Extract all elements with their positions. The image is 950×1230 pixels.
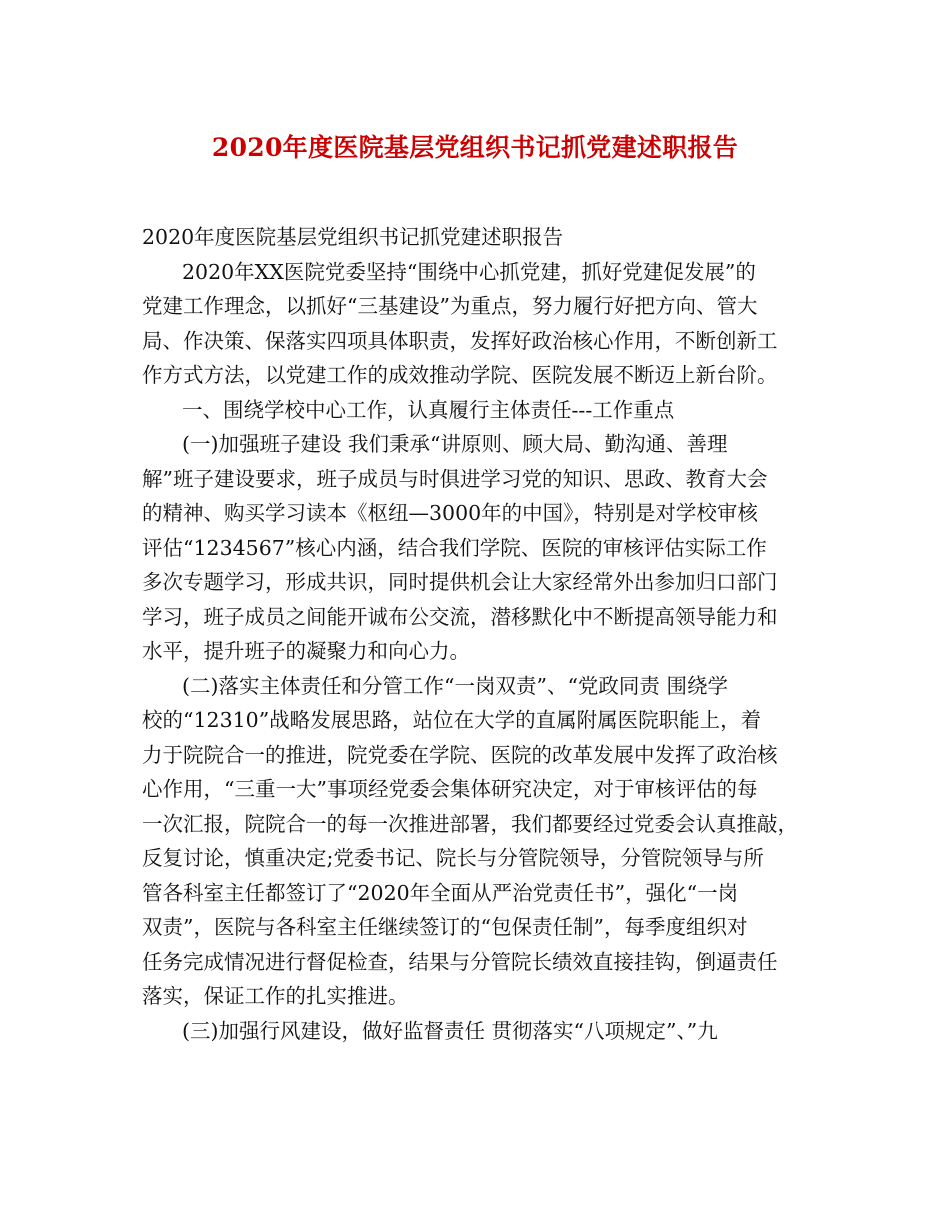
text-line: 水平，提升班子的凝聚力和向心力。 [142,639,470,663]
paragraph [142,669,822,1014]
text-line: 心作用，“三重一大”事项经党委会集体研究决定，对于审核评估的每 [142,777,758,801]
text-line: 双责”，医院与各科室主任继续签订的“包保责任制”，每季度组织对 [142,915,748,939]
text-line: 党建工作理念，以抓好“三基建设”为重点，努力履行好把方向、管大 [142,294,758,318]
document-title: 2020年度医院基层党组织书记抓党建述职报告 [211,133,739,162]
text-line: (二)落实主体责任和分管工作“一岗双责”、“党政同责 围绕学 [182,673,728,698]
text-line: 解”班子建设要求，班子成员与时俱进学习党的知识、思政、教育大会 [142,466,768,491]
text-line: 落实，保证工作的扎实推进。 [142,984,409,1008]
text-line: 反复讨论，慎重决定;党委书记、院长与分管院领导，分管院领导与所 [142,846,764,870]
text-line: 评估“1234567”核心内涵，结合我们学院、医院的审核评估实际工作 [142,535,767,560]
paragraph [142,393,822,428]
text-line: 一、围绕学校中心工作，认真履行主体责任---工作重点 [182,397,675,422]
text-line: 局、作决策、保落实四项具体职责，发挥好政治核心作用，不断创新工 [142,328,778,353]
text-line: (一)加强班子建设 我们秉承“讲原则、顾大局、勤沟通、善理 [182,432,728,456]
text-line: (三)加强行风建设，做好监督责任 贯彻落实“八项规定”、”九 [182,1018,718,1043]
text-line: 多次专题学习，形成共识，同时提供机会让大家经常外出参加归口部门 [142,570,778,594]
text-line: 作方式方法，以党建工作的成效推动学院、医院发展不断迈上新台阶。 [142,363,778,387]
text-line: 2020年XX医院党委坚持“围绕中心抓党建，抓好党建促发展”的 [182,259,756,284]
document-body [142,220,822,1048]
text-line: 学习，班子成员之间能开诚布公交流，潜移默化中不断提高领导能力和 [142,604,778,629]
paragraph [142,255,822,393]
paragraph [142,427,822,669]
text-line: 任务完成情况进行督促检查，结果与分管院长绩效直接挂钩，倒逼责任 [142,949,778,974]
text-line: 的精神、购买学习读本《枢纽—3000年的中国》，特别是对学校审核 [142,501,758,525]
text-line: 2020年度医院基层党组织书记抓党建述职报告 [142,225,564,249]
paragraph [142,220,822,255]
text-line: 一次汇报，院院合一的每一次推进部署，我们都要经过党委会认真推敲， [142,811,798,836]
paragraph [142,1014,822,1049]
text-line: 校的“12310”战略发展思路，站位在大学的直属附属医院职能上，着 [142,708,762,732]
text-line: 力于院院合一的推进，院党委在学院、医院的改革发展中发挥了政治核 [142,742,778,767]
text-line: 管各科室主任都签订了“2020年全面从严治党责任书”，强化“一岗 [142,880,739,905]
